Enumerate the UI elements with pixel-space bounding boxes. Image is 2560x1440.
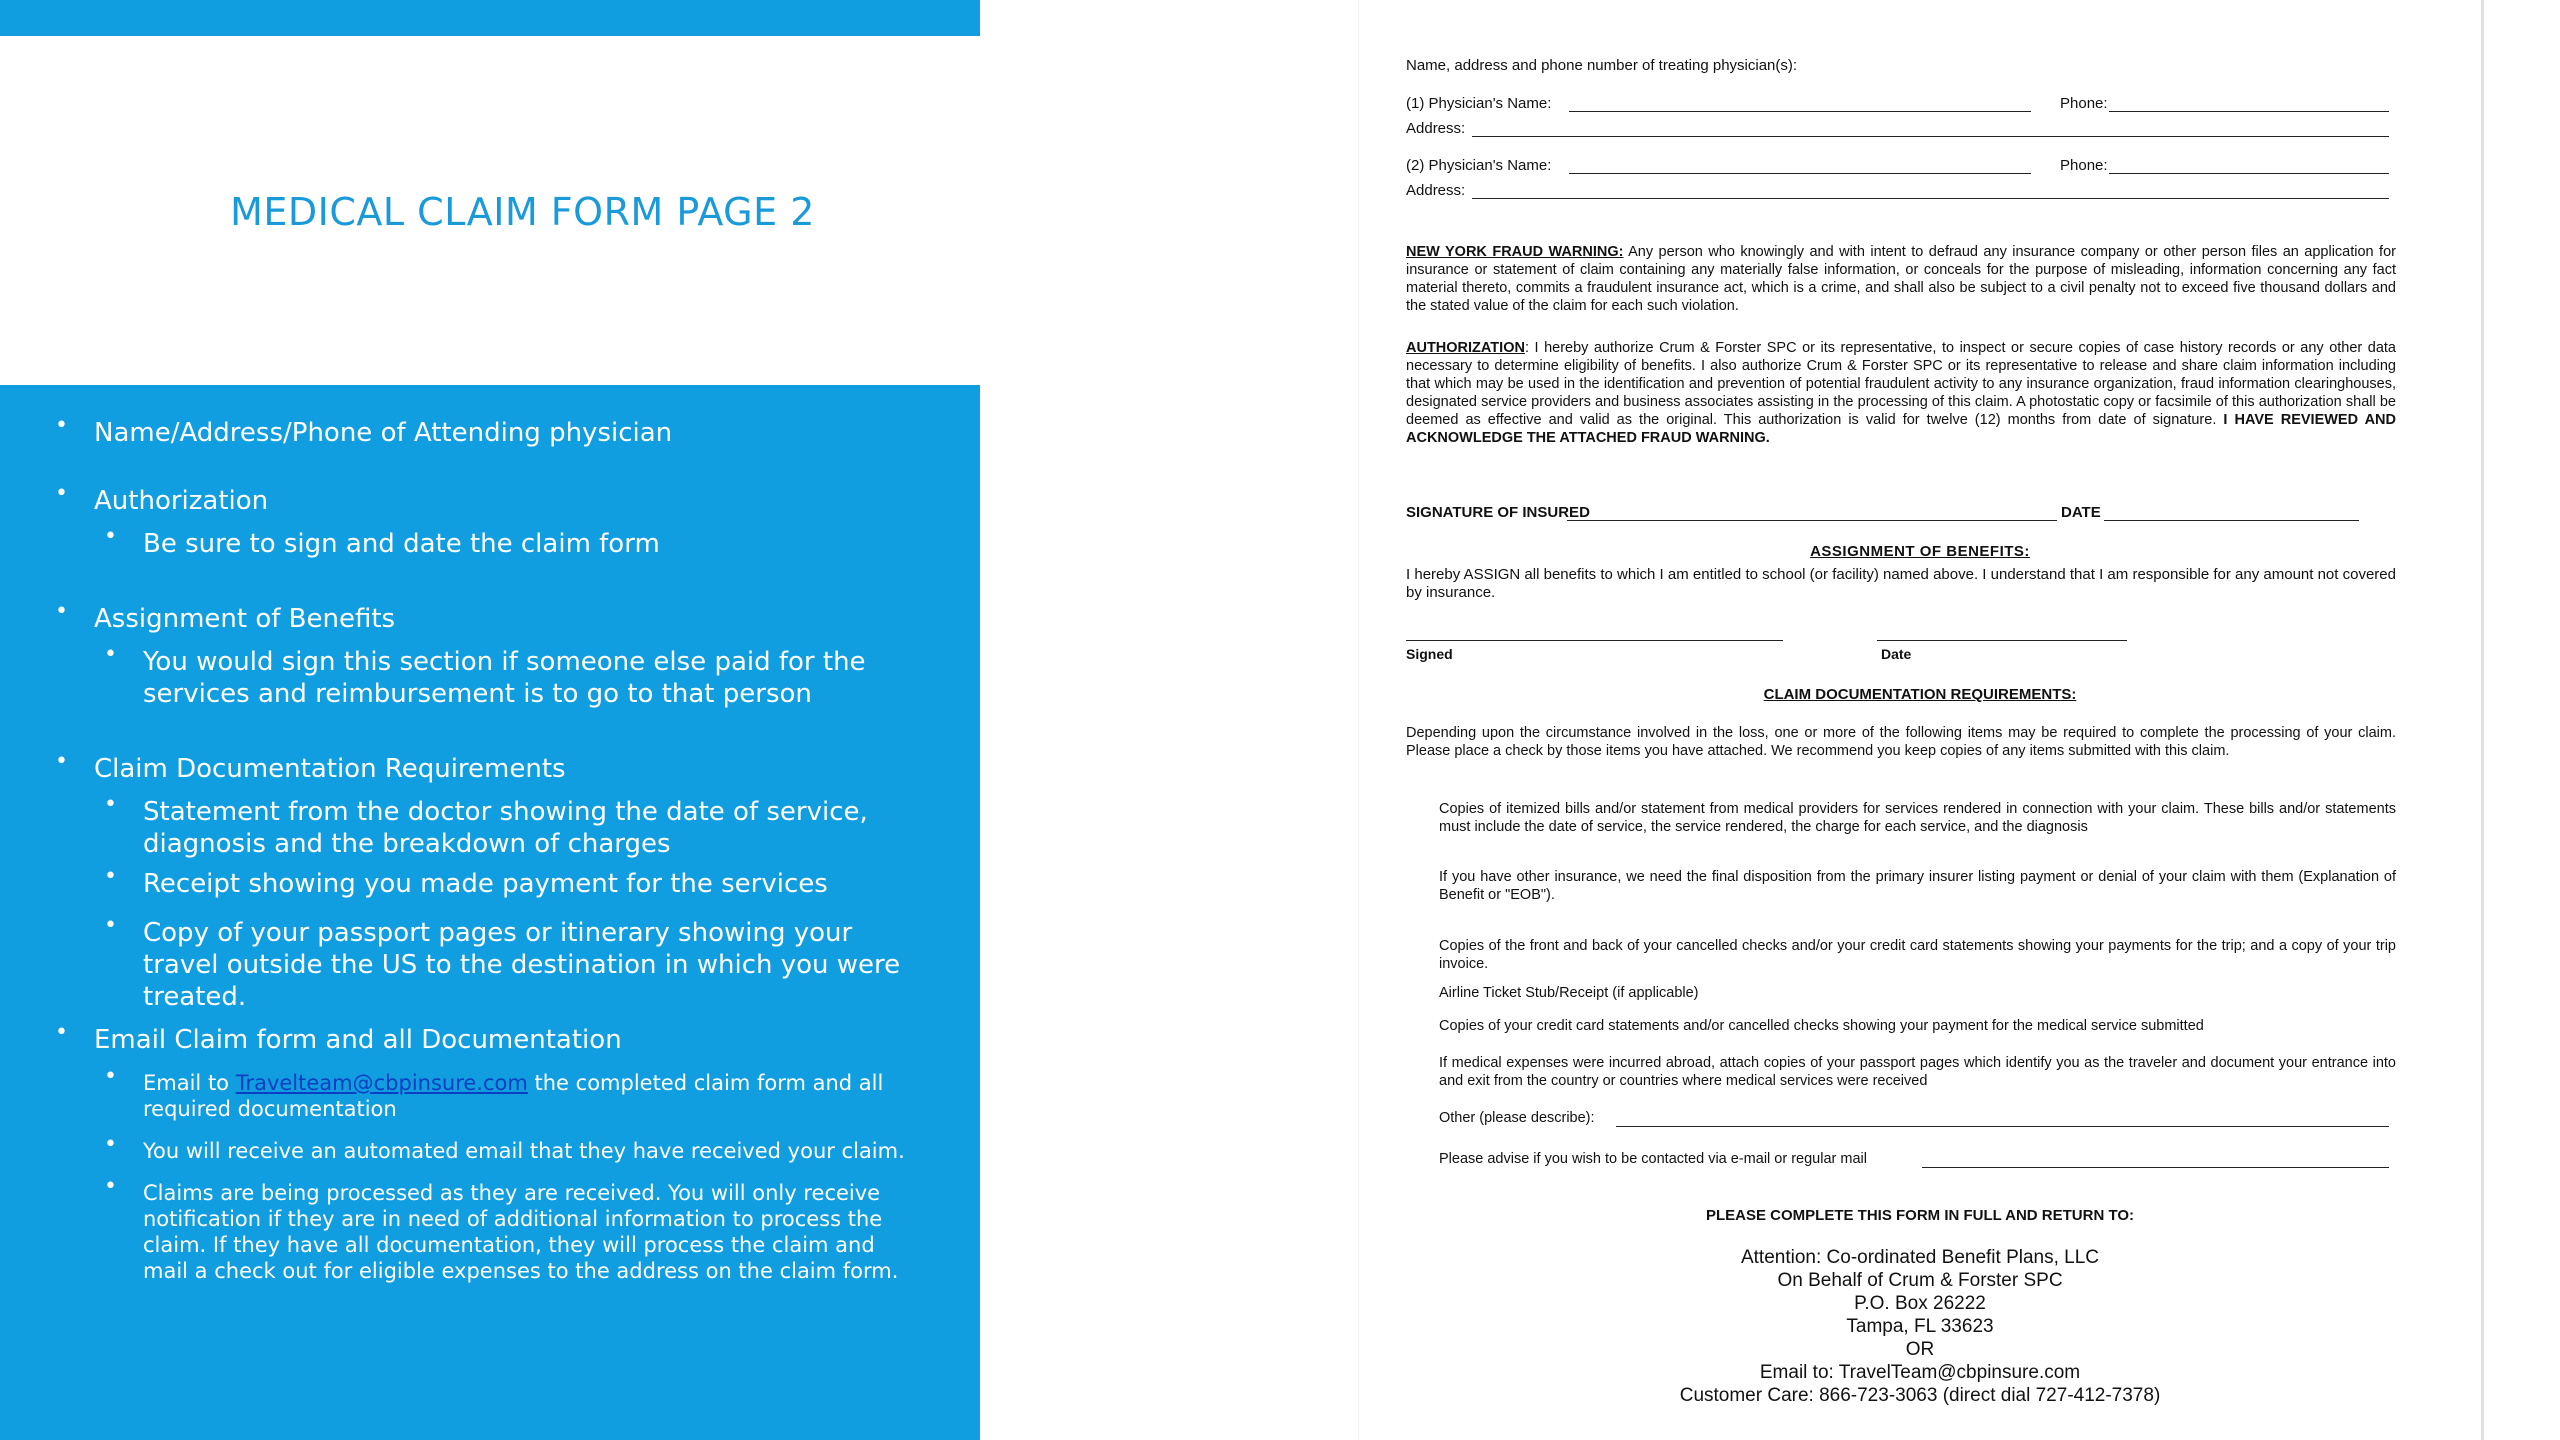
physician-2-address-label: Address: [1406, 182, 1466, 199]
physician-1-label: (1) Physician's Name: [1406, 95, 1552, 112]
requirement-itemized-bills: Copies of itemized bills and/or statement from medical providers for services rendered in connection with your claim. These bills and/or statements must include the date of service, the service rendered, the charge for each service, and the diagnosis [1439, 801, 2396, 835]
bullet-icon: • [55, 1020, 68, 1045]
signature-date-label: DATE [2061, 504, 2101, 521]
physician-2-phone-field[interactable] [2109, 173, 2389, 174]
physician-2-phone-label: Phone: [2060, 157, 2108, 174]
requirement-cancelled-checks: Copies of the front and back of your cancelled checks and/or your credit card statements showing your payments for the trip; and a copy of your trip invoice. [1439, 938, 2396, 972]
signature-insured-field[interactable] [1567, 520, 2057, 521]
return-heading: PLEASE COMPLETE THIS FORM IN FULL AND RETURN TO: [1705, 1207, 2135, 1224]
physician-2-label: (2) Physician's Name: [1406, 157, 1552, 174]
other-describe-label: Other (please describe): [1439, 1110, 1595, 1126]
physician-1-address-label: Address: [1406, 120, 1466, 137]
signed-label: Signed [1406, 646, 1453, 662]
bullet-icon: • [104, 792, 117, 817]
requirement-airline-ticket: Airline Ticket Stub/Receipt (if applicable) [1439, 985, 1699, 1001]
address-line: Attention: Co-ordinated Benefit Plans, LLC [1740, 1247, 2100, 1268]
address-line: On Behalf of Crum & Forster SPC [1777, 1270, 2063, 1291]
email-link[interactable]: Travelteam@cbpinsure.com [235, 1071, 528, 1095]
bullet-icon: • [55, 481, 68, 506]
address-line: P.O. Box 26222 [1854, 1293, 1986, 1314]
physician-1-name-field[interactable] [1569, 111, 2031, 112]
assignment-heading: ASSIGNMENT OF BENEFITS: [1810, 543, 2030, 560]
authorization-text: AUTHORIZATION: I hereby authorize Crum & Forster SPC or its representative, to inspect or secure copies of case history records or any other data necessary to determine eligibility of benefits. I also authorize Crum & Forster SPC or its representative to release and share claim information including that which may be used in the identification and prevention of potential fraudulent activity to any insurance organization, fraud information clearinghouses, designated service providers and business associates assisting in the processing of this claim. A photostatic copy or facsimile of this authorization shall be deemed as effective and valid as the original. This authorization is valid for twelve (12) months from date of signature. I HAVE REVIEWED AND ACKNOWLEDGE THE ATTACHED FRAUD WARNING. [1406, 340, 2396, 446]
other-describe-field[interactable] [1616, 1126, 2389, 1127]
fraud-warning: NEW YORK FRAUD WARNING: Any person who knowingly and with intent to defraud any insurance company or other person files an application for insurance or statement of claim containing any materially false information, or conceals for the purpose of misleading, information concerning any fact material thereto, commits a fraudulent insurance act, which is a crime, and shall also be subject to a civil penalty not to exceed five thousand dollars and the stated value of the claim for each such violation. [1406, 244, 2396, 314]
bullet-icon: • [104, 1174, 117, 1199]
contact-preference-field[interactable] [1922, 1167, 2389, 1168]
bullet-icon: • [104, 642, 117, 667]
assignment-date-field[interactable] [1877, 640, 2127, 641]
documentation-heading: CLAIM DOCUMENTATION REQUIREMENTS: [1763, 686, 2077, 703]
address-line: Tampa, FL 33623 [1846, 1316, 1994, 1337]
requirement-credit-card: Copies of your credit card statements and/or cancelled checks showing your payment for the medical service submitted [1439, 1018, 2204, 1034]
physician-1-address-field[interactable] [1472, 136, 2389, 137]
assignment-signed-field[interactable] [1406, 640, 1783, 641]
bullet-icon: • [104, 524, 117, 549]
slide-title: MEDICAL CLAIM FORM PAGE 2 [230, 190, 815, 234]
slide-content-panel: • Name/Address/Phone of Attending physician • Authorization • Be sure to sign and date the claim form • Assignment of Benefits • You would sign this section if someone else paid for the services and reimbursement is to go to that person • Claim Documentation Requirements • Statement from the doctor showing the date of service, diagnosis and the breakdown of charges • Receipt showing you made payment for the services • Copy of your passport pages or itinerary showing your travel outside the US to the destination in which you were treated. • Email Claim form and all Documentation • Email to Travelteam@cbpinsure.com the completed claim form and all required documentation • You will receive an automated email that they have received your claim. • Claims are being processed as they are received. You will only receive notification if they are in need of additional information to process the claim. If they have all documentation, they will process the claim and mail a check out for eligible expenses to the address on the claim form. [0, 385, 980, 1440]
bullet-icon: • [55, 413, 68, 438]
signature-insured-label: SIGNATURE OF INSURED [1406, 504, 1590, 521]
bullet-icon: • [55, 749, 68, 774]
address-email-line: Email to: TravelTeam@cbpinsure.com [1759, 1362, 2081, 1383]
bullet-icon: • [104, 1132, 117, 1157]
assignment-text: I hereby ASSIGN all benefits to which I am entitled to school (or facility) named above. I understand that I am responsible for any amount not covered by insurance. [1406, 566, 2396, 601]
signature-date-field[interactable] [2104, 520, 2359, 521]
claim-form-page [1358, 0, 2484, 1440]
physician-2-address-field[interactable] [1472, 198, 2389, 199]
contact-preference-label: Please advise if you wish to be contacted via e-mail or regular mail [1439, 1151, 1867, 1167]
documentation-intro: Depending upon the circumstance involved in the loss, one or more of the following items may be required to complete the processing of your claim. Please place a check by those items you have attached. We recommend you keep copies of any items submitted with this claim. [1406, 725, 2396, 759]
bullet-icon: • [55, 599, 68, 624]
requirement-other-insurance: If you have other insurance, we need the final disposition from the primary insurer listing payment or denial of your claim with them (Explanation of Benefit or "EOB"). [1439, 869, 2396, 903]
physician-1-phone-label: Phone: [2060, 95, 2108, 112]
slide-top-bar [0, 0, 980, 36]
customer-care-line: Customer Care: 866-723-3063 (direct dial 727-412-7378) [1679, 1385, 2161, 1406]
requirement-passport-pages: If medical expenses were incurred abroad, attach copies of your passport pages which identify you as the traveler and document your entrance into and exit from the country or countries where medical services were received [1439, 1055, 2396, 1089]
bullet-icon: • [104, 913, 117, 938]
address-line: OR [1905, 1339, 1935, 1360]
physician-2-name-field[interactable] [1569, 173, 2031, 174]
physicians-heading: Name, address and phone number of treating physician(s): [1406, 57, 1798, 74]
physician-1-phone-field[interactable] [2109, 111, 2389, 112]
assignment-date-label: Date [1881, 646, 1912, 662]
bullet-icon: • [104, 1064, 117, 1089]
bullet-icon: • [104, 864, 117, 889]
